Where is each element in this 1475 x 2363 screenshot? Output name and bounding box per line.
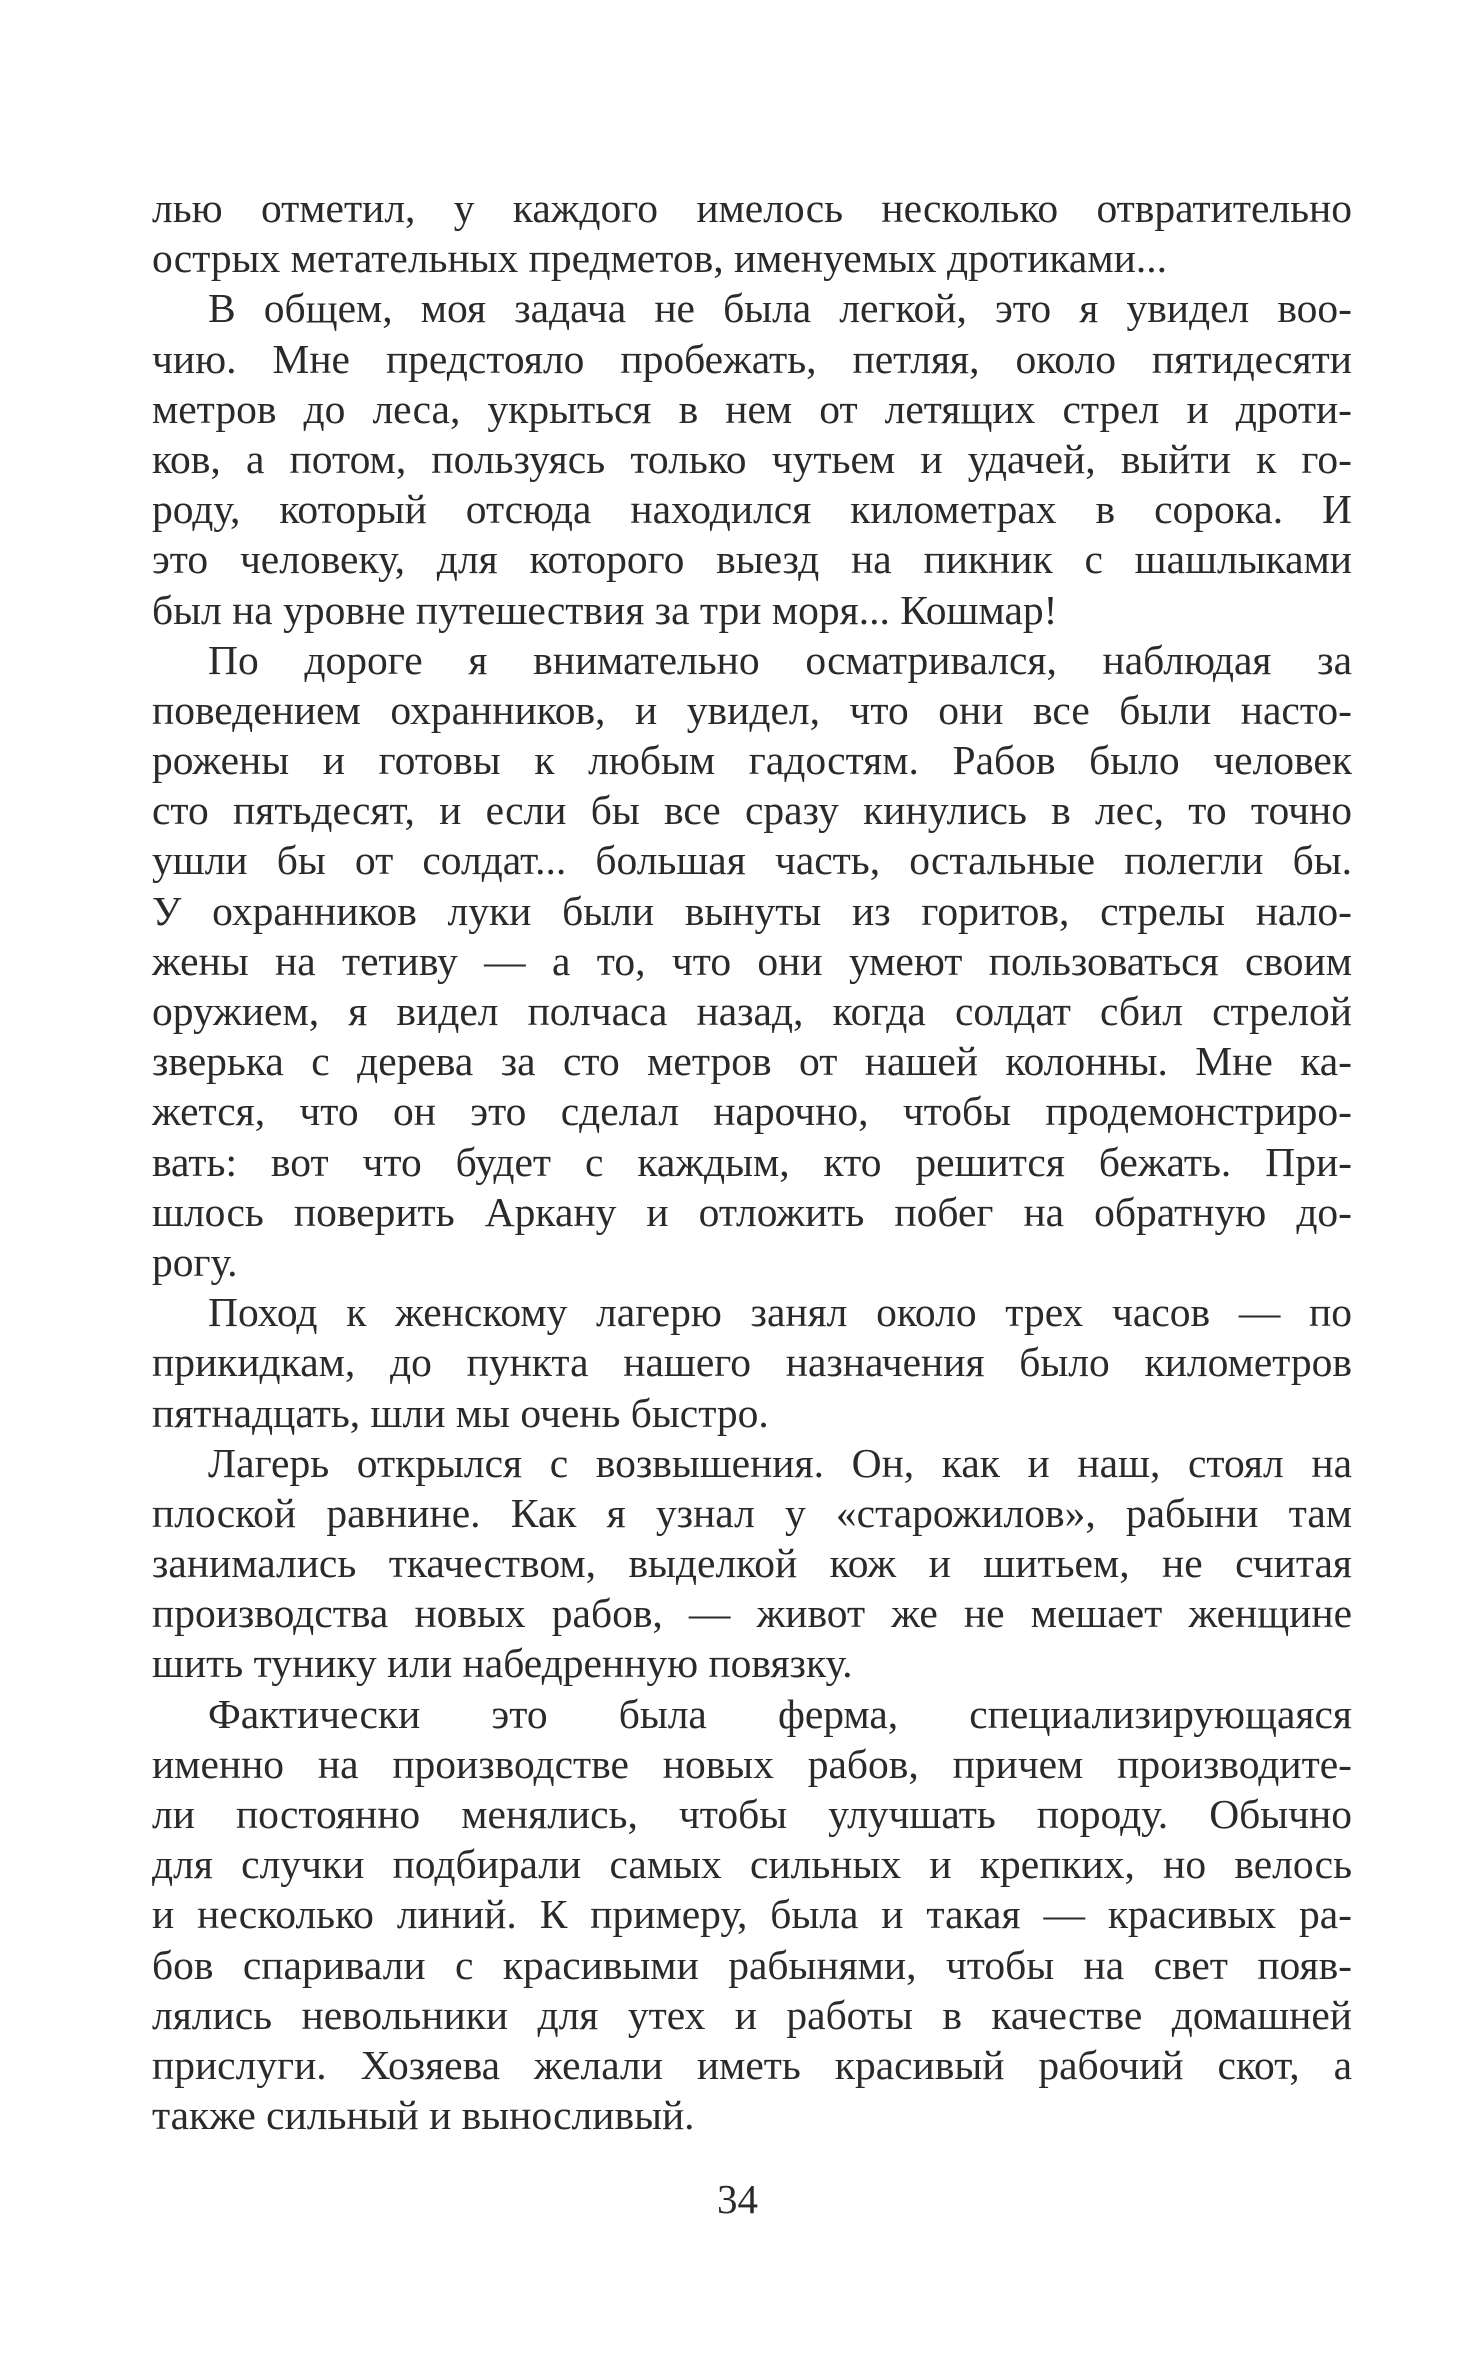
- text-line: оружием, я видел полчаса назад, когда солдат сбил стрелой: [152, 988, 1352, 1034]
- text-line: это человеку, для которого выезд на пикник с шашлыками: [152, 536, 1352, 583]
- text-line: шить тунику или набедренную повязку.: [152, 1640, 853, 1687]
- text-line: роду, который отсюда находился километрах в сорока. И: [152, 486, 1352, 533]
- text-line: производства новых рабов, — живот же не мешает женщине: [152, 1590, 1352, 1637]
- text-line: плоской равнине. Как я узнал у «старожилов», рабыни там: [152, 1489, 1352, 1536]
- text-line: пятнадцать, шли мы очень быстро.: [152, 1389, 769, 1436]
- text-line: острых метательных предметов, именуемых дротиками...: [152, 235, 1167, 282]
- text-line: вать: вот что будет с каждым, кто решится бежать. При-: [152, 1138, 1352, 1185]
- page-number: 34: [717, 2176, 758, 2222]
- text-line: По дороге я внимательно осматривался, наблюдая за: [208, 636, 1352, 683]
- text-line: бов спаривали с красивыми рабынями, чтобы на свет появ-: [152, 1941, 1352, 1988]
- text-line: Лагерь открылся с возвышения. Он, как и наш, стоял на: [208, 1439, 1352, 1486]
- text-line: шлось поверить Аркану и отложить побег на обратную до-: [152, 1188, 1352, 1235]
- text-line: лью отметил, у каждого имелось несколько отвратительно: [152, 185, 1352, 231]
- text-line: для случки подбирали самых сильных и крепких, но велось: [152, 1841, 1352, 1888]
- text-line: был на уровне путешествия за три моря... Кошмар!: [152, 586, 1058, 633]
- text-line: ков, а потом, пользуясь только чутьем и удачей, выйти к го-: [152, 435, 1352, 482]
- text-line: именно на производстве новых рабов, причем производите-: [152, 1740, 1352, 1787]
- text-line: зверька с дерева за сто метров от нашей колонны. Мне ка-: [152, 1038, 1352, 1085]
- text-line: занимались ткачеством, выделкой кож и шитьем, не считая: [152, 1540, 1352, 1587]
- text-line: и несколько линий. К примеру, была и такая — красивых ра-: [152, 1891, 1352, 1938]
- text-line: рожены и готовы к любым гадостям. Рабов было человек: [152, 737, 1352, 784]
- text-line: жется, что он это сделал нарочно, чтобы продемонстриро-: [152, 1088, 1352, 1135]
- text-line: ушли бы от солдат... большая часть, остальные полегли бы.: [152, 837, 1352, 884]
- text-line: ли постоянно менялись, чтобы улучшать породу. Обычно: [152, 1791, 1352, 1837]
- text-line: прислуги. Хозяева желали иметь красивый рабочий скот, а: [152, 2041, 1352, 2088]
- text-line: также сильный и выносливый.: [152, 2092, 695, 2139]
- text-line: чию. Мне предстояло пробежать, петляя, около пятидесяти: [152, 335, 1352, 382]
- text-line: лялись невольники для утех и работы в качестве домашней: [152, 1991, 1352, 2038]
- text-line: поведением охранников, и увидел, что они все были насто-: [152, 686, 1352, 733]
- text-line: Фактически это была ферма, специализирующаяся: [208, 1690, 1352, 1737]
- text-line: Поход к женскому лагерю занял около трех часов — по: [208, 1289, 1352, 1336]
- text-line: жены на тетиву — а то, что они умеют пользоваться своим: [152, 937, 1352, 984]
- text-line: прикидкам, до пункта нашего назначения было километров: [152, 1339, 1352, 1386]
- text-line: У охранников луки были вынуты из горитов, стрелы нало-: [152, 887, 1352, 934]
- text-line: сто пятьдесят, и если бы все сразу кинулись в лес, то точно: [152, 787, 1352, 834]
- page-body-text: [152, 183, 1352, 2140]
- text-line: В общем, моя задача не была легкой, это я увидел воо-: [208, 285, 1352, 332]
- text-line: метров до леса, укрыться в нем от летящих стрел и дроти-: [152, 385, 1352, 432]
- text-line: рогу.: [152, 1238, 238, 1285]
